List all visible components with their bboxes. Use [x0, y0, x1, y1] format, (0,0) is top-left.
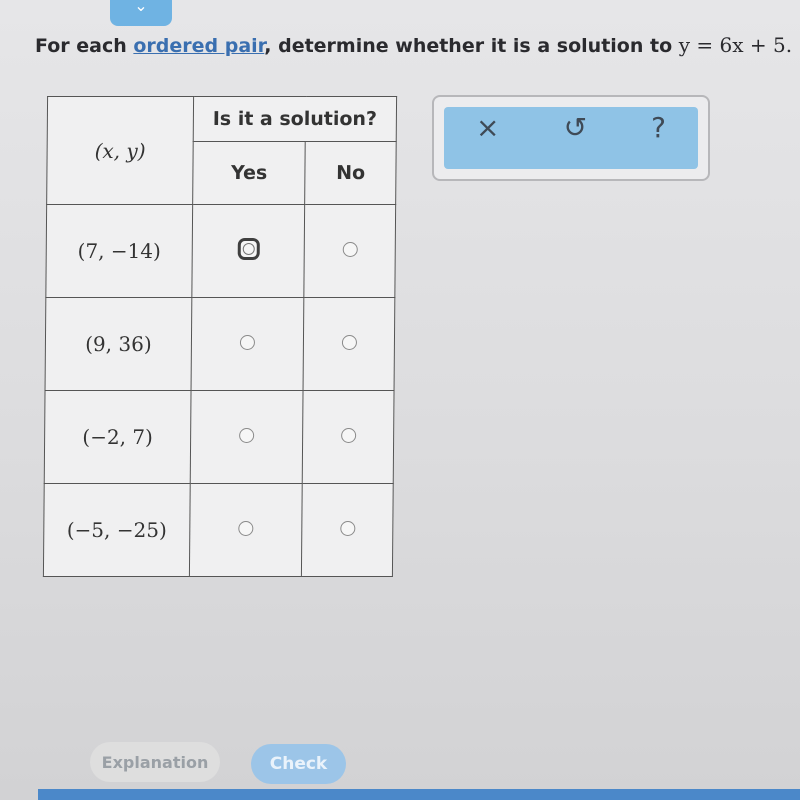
- chevron-down-icon: ⌄: [134, 0, 148, 15]
- check-button[interactable]: Check: [251, 744, 346, 784]
- radio-yes[interactable]: [240, 335, 255, 350]
- clear-icon[interactable]: ×: [476, 111, 500, 144]
- yes-cell: [189, 484, 302, 577]
- pair-label: (−2, 7): [44, 391, 191, 484]
- table-row: [46, 205, 396, 298]
- prompt-text-end: , determine whether it is a solution to: [264, 35, 679, 57]
- answer-table: [43, 96, 397, 577]
- equation: y = 6x + 5.: [678, 33, 793, 57]
- no-cell: [303, 391, 394, 484]
- bottom-bar: [38, 789, 800, 800]
- radio-no[interactable]: [341, 428, 356, 443]
- solution-header: Is it a solution?: [193, 97, 396, 142]
- radio-yes[interactable]: [239, 428, 254, 443]
- radio-no[interactable]: [340, 521, 355, 536]
- yes-cell: [190, 391, 303, 484]
- answer-toolbox: [432, 95, 710, 181]
- collapse-tab[interactable]: [110, 0, 172, 26]
- yes-cell: [192, 205, 305, 298]
- help-icon[interactable]: ?: [651, 111, 666, 144]
- column-header-no: No: [305, 142, 396, 205]
- table-row: [45, 298, 395, 391]
- radio-no[interactable]: [342, 242, 357, 257]
- pair-label: (7, −14): [46, 205, 193, 298]
- radio-yes[interactable]: [238, 521, 253, 536]
- ordered-pair-link[interactable]: ordered pair: [133, 35, 265, 57]
- table-row: [44, 391, 394, 484]
- column-header-yes: Yes: [193, 142, 306, 205]
- explanation-button[interactable]: Explanation: [90, 742, 220, 782]
- toolbox-buttons: [444, 107, 698, 169]
- radio-yes-selected[interactable]: [237, 238, 259, 260]
- prompt-text-start: For each: [35, 35, 134, 57]
- question-prompt: [35, 33, 792, 57]
- no-cell: [303, 298, 394, 391]
- undo-icon[interactable]: ↺: [563, 111, 588, 144]
- table-row: [43, 484, 393, 577]
- radio-no[interactable]: [342, 335, 357, 350]
- yes-cell: [191, 298, 304, 391]
- pair-label: (9, 36): [45, 298, 192, 391]
- no-cell: [302, 484, 393, 577]
- row-header-cell: [47, 97, 194, 205]
- pair-label: (−5, −25): [43, 484, 190, 577]
- row-header-label: (x, y): [94, 138, 146, 163]
- no-cell: [304, 205, 395, 298]
